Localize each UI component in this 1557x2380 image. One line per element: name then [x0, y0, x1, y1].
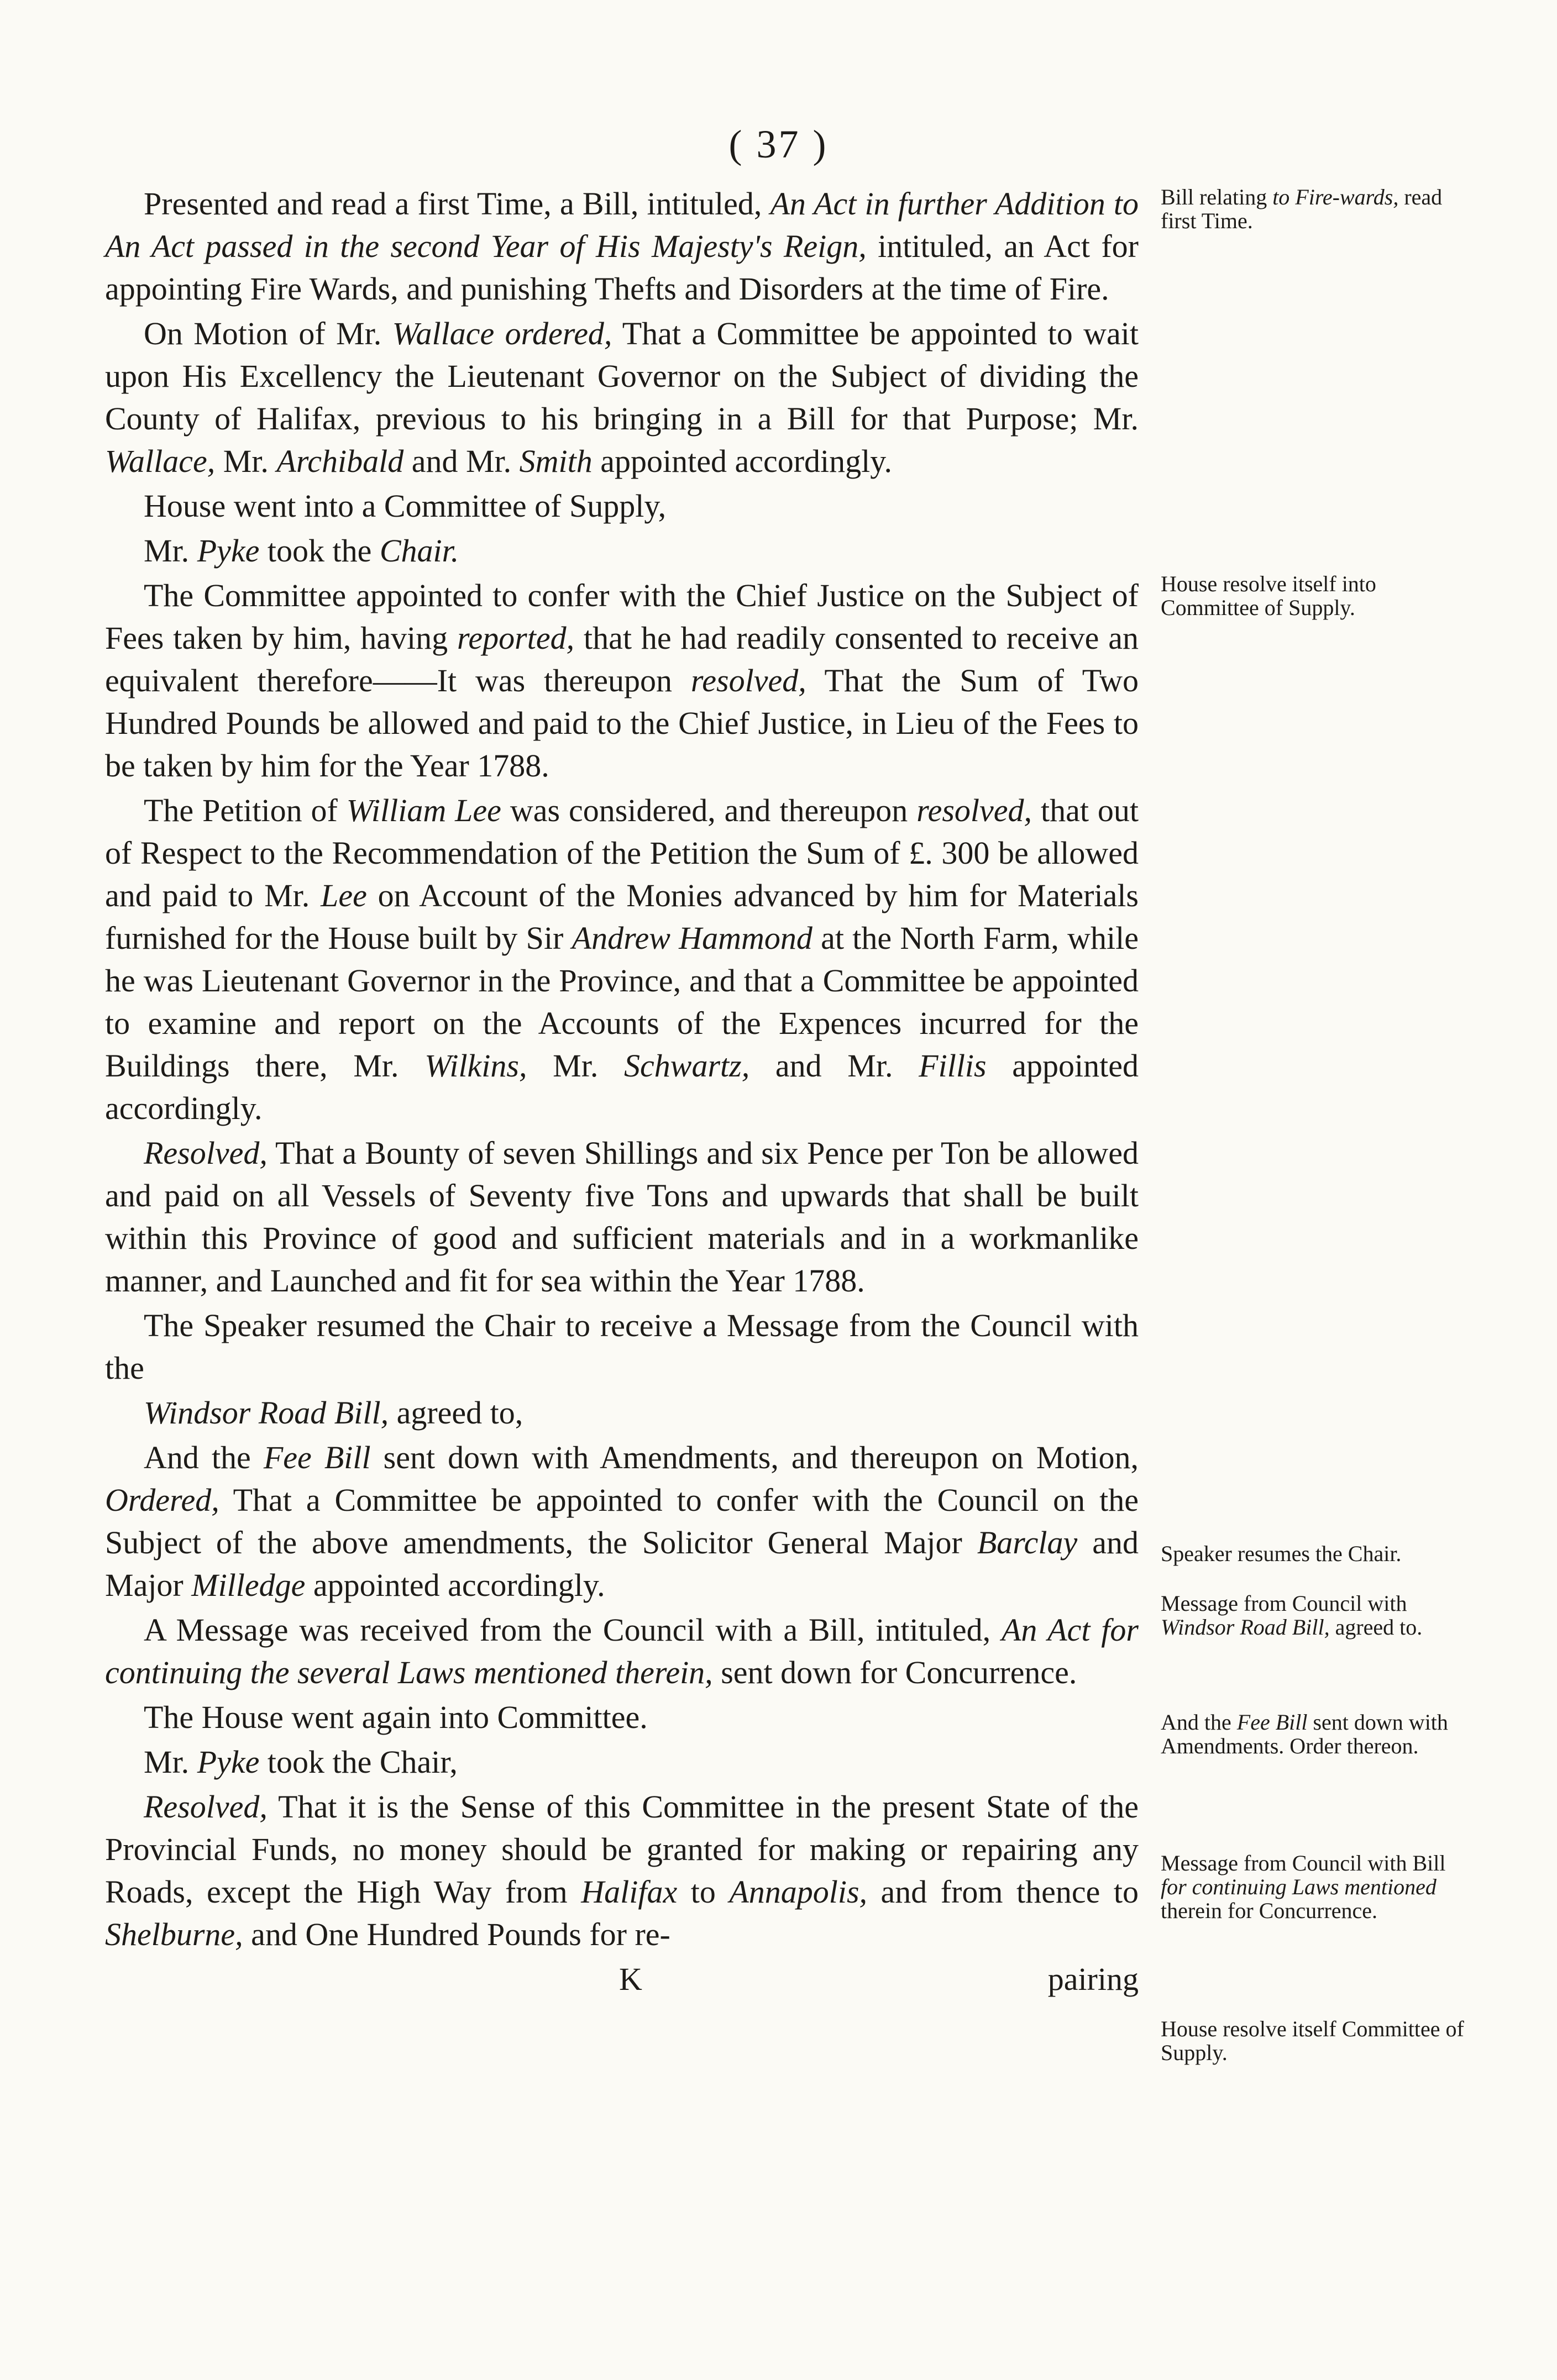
text: That the Sum of Two Hundred Pounds be allowed and paid to the Chief Justice, in Lieu of the Fees to be taken by him for the Year 1788.	[105, 663, 1139, 784]
italic-text: Windsor Road Bill,	[144, 1395, 389, 1431]
text: And the	[1161, 1710, 1237, 1735]
text: and Mr.	[403, 443, 520, 479]
text: A Message was received from the Council with a Bill, intituled,	[144, 1612, 1002, 1648]
paragraph	[105, 1696, 1139, 1738]
text: intituled, an Act for appointing Fire Wards, and punishing Thefts and Disorders at the time of Fire.	[105, 228, 1139, 307]
text: sent down with Amendments, and thereupon on Motion,	[370, 1439, 1139, 1475]
text: and Major	[105, 1525, 1139, 1603]
italic-text: Halifax	[581, 1874, 678, 1910]
italic-text: Andrew Hammond	[572, 920, 812, 956]
text: Mr.	[144, 533, 197, 569]
margin-note	[1161, 1851, 1470, 1922]
margin-note	[1161, 1591, 1470, 1639]
paragraph	[105, 182, 1139, 310]
margin-note	[1161, 572, 1470, 619]
text: On Motion of Mr.	[144, 316, 392, 351]
text: and One Hundred Pounds for re-	[243, 1916, 670, 1952]
paragraph	[105, 1391, 1139, 1434]
text: That a Bounty of seven Shillings and six Pence per Ton be allowed and paid on all Vessels of Seventy five Tons and upwards that shall be built within this Province of good and sufficient materials and in a workmanlike manner, and Launched and fit for sea within the Year 1788.	[105, 1135, 1139, 1299]
italic-text: Pyke	[197, 533, 260, 569]
text: sent down for Concurrence.	[712, 1654, 1077, 1690]
italic-text: resolved,	[916, 792, 1032, 828]
paragraph	[105, 789, 1139, 1129]
paragraph	[105, 485, 1139, 527]
italic-text: Pyke	[197, 1744, 260, 1780]
paragraph	[105, 1741, 1139, 1783]
text: appointed accordingly.	[305, 1567, 605, 1603]
text: Mr.	[144, 1744, 197, 1780]
italic-text: Lee	[321, 878, 367, 913]
italic-text: Fee Bill	[1236, 1710, 1308, 1735]
margin-note	[1161, 185, 1470, 233]
text: House went into a Committee of Supply,	[144, 488, 667, 524]
page-footer	[105, 1958, 1139, 2000]
text: appointed accordingly.	[592, 443, 893, 479]
italic-text: to Fire-wards,	[1272, 185, 1399, 209]
text: read first Time.	[1161, 185, 1443, 233]
italic-text: Shelburne,	[105, 1916, 243, 1952]
paragraph	[105, 1609, 1139, 1694]
margin-note	[1161, 1542, 1470, 1565]
italic-text: Windsor Road Bill,	[1161, 1615, 1330, 1640]
italic-text: Resolved,	[144, 1135, 268, 1171]
text: Presented and read a first Time, a Bill, intituled,	[144, 186, 770, 222]
paragraph	[105, 1132, 1139, 1302]
text: that out of Respect to the Recommendation of the Petition the Sum of £. 300 be allowed and paid to Mr.	[105, 792, 1139, 913]
catchword: pairing	[1047, 1961, 1139, 1997]
text: The Petition of	[144, 792, 347, 828]
text: appointed accordingly.	[105, 1048, 1139, 1126]
text: Message from Council with Bill	[1161, 1851, 1446, 1875]
text: Speaker resumes the Chair.	[1161, 1541, 1402, 1566]
italic-text: William Lee	[346, 792, 501, 828]
paragraph	[105, 312, 1139, 482]
italic-text: Chair.	[379, 533, 459, 569]
text: on Account of the Monies advanced by him for Materials furnished for the House built by Sir	[105, 878, 1139, 956]
paragraph	[105, 1436, 1139, 1606]
text: took the	[259, 533, 380, 569]
italic-text: Wilkins,	[424, 1048, 527, 1084]
paragraph	[105, 529, 1139, 572]
text: and from thence to	[867, 1874, 1139, 1910]
text: therein for Concurrence.	[1161, 1898, 1378, 1923]
paragraph	[105, 574, 1139, 787]
text: Mr.	[215, 443, 277, 479]
paragraph	[105, 1785, 1139, 1956]
body-text	[105, 182, 1139, 2000]
italic-text: resolved,	[690, 663, 806, 698]
text: and Mr.	[749, 1048, 919, 1084]
italic-text: Fee Bill	[263, 1439, 371, 1475]
italic-text: Schwartz,	[624, 1048, 750, 1084]
italic-text: Annapolis,	[729, 1874, 868, 1910]
text: sent down with Amendments. Order thereon.	[1161, 1710, 1448, 1758]
paragraph	[105, 1304, 1139, 1389]
text: The House went again into Committee.	[144, 1699, 648, 1735]
text: at the North Farm, while he was Lieutenant Governor in the Province, and that a Committee be appointed to examine and report on the Accounts of the Expences incurred for the Buildings there, Mr.	[105, 920, 1139, 1084]
text: agreed to,	[389, 1395, 523, 1431]
text: House resolve itself into Committee of Supply.	[1161, 571, 1376, 620]
text: to	[677, 1874, 730, 1910]
italic-text: Wallace ordered,	[392, 316, 612, 351]
italic-text: Archibald	[276, 443, 404, 479]
italic-text: reported,	[457, 620, 575, 656]
signature-mark: K	[619, 1961, 642, 1997]
text: House resolve itself Committee of Supply.	[1161, 2016, 1464, 2065]
text: That it is the Sense of this Committee in the present State of the Provincial Funds, no money should be granted for making or repairing any Roads, except the High Way from	[105, 1789, 1139, 1910]
text: That a Committee be appointed to wait upon His Excellency the Lieutenant Governor on the Subject of dividing the County of Halifax, previous to his bringing in a Bill for that Purpose; Mr.	[105, 316, 1139, 437]
italic-text: Resolved,	[144, 1789, 268, 1825]
text: was considered, and thereupon	[501, 792, 917, 828]
italic-text: An Act in further Addition to An Act passed in the second Year of His Majesty's Reign,	[105, 186, 1139, 264]
text: took the Chair,	[259, 1744, 458, 1780]
margin-note	[1161, 1710, 1470, 1758]
text: And the	[144, 1439, 264, 1475]
text: The Speaker resumed the Chair to receive a Message from the Council with the	[105, 1307, 1139, 1386]
italic-text: Fillis	[919, 1048, 987, 1084]
text: that he had readily consented to receive an equivalent therefore——It was thereupon	[105, 620, 1139, 698]
italic-text: Barclay	[977, 1525, 1078, 1561]
italic-text: Ordered,	[105, 1482, 219, 1518]
italic-text: for continuing Laws mentioned	[1161, 1874, 1437, 1899]
text: Message from Council with	[1161, 1591, 1407, 1616]
italic-text: Milledge	[191, 1567, 306, 1603]
margin-note	[1161, 2017, 1470, 2064]
text: Bill relating	[1161, 185, 1273, 209]
page-number: ( 37 )	[728, 122, 829, 166]
text: That a Committee be appointed to confer with the Council on the Subject of the above amendments, the Solicitor General Major	[105, 1482, 1139, 1561]
italic-text: Wallace,	[105, 443, 216, 479]
italic-text: An Act for continuing the several Laws mentioned therein,	[105, 1612, 1139, 1690]
text: agreed to.	[1329, 1615, 1423, 1640]
italic-text: Smith	[519, 443, 593, 479]
text: The Committee appointed to confer with the Chief Justice on the Subject of Fees taken by him, having	[105, 577, 1139, 656]
text: Mr.	[527, 1048, 625, 1084]
